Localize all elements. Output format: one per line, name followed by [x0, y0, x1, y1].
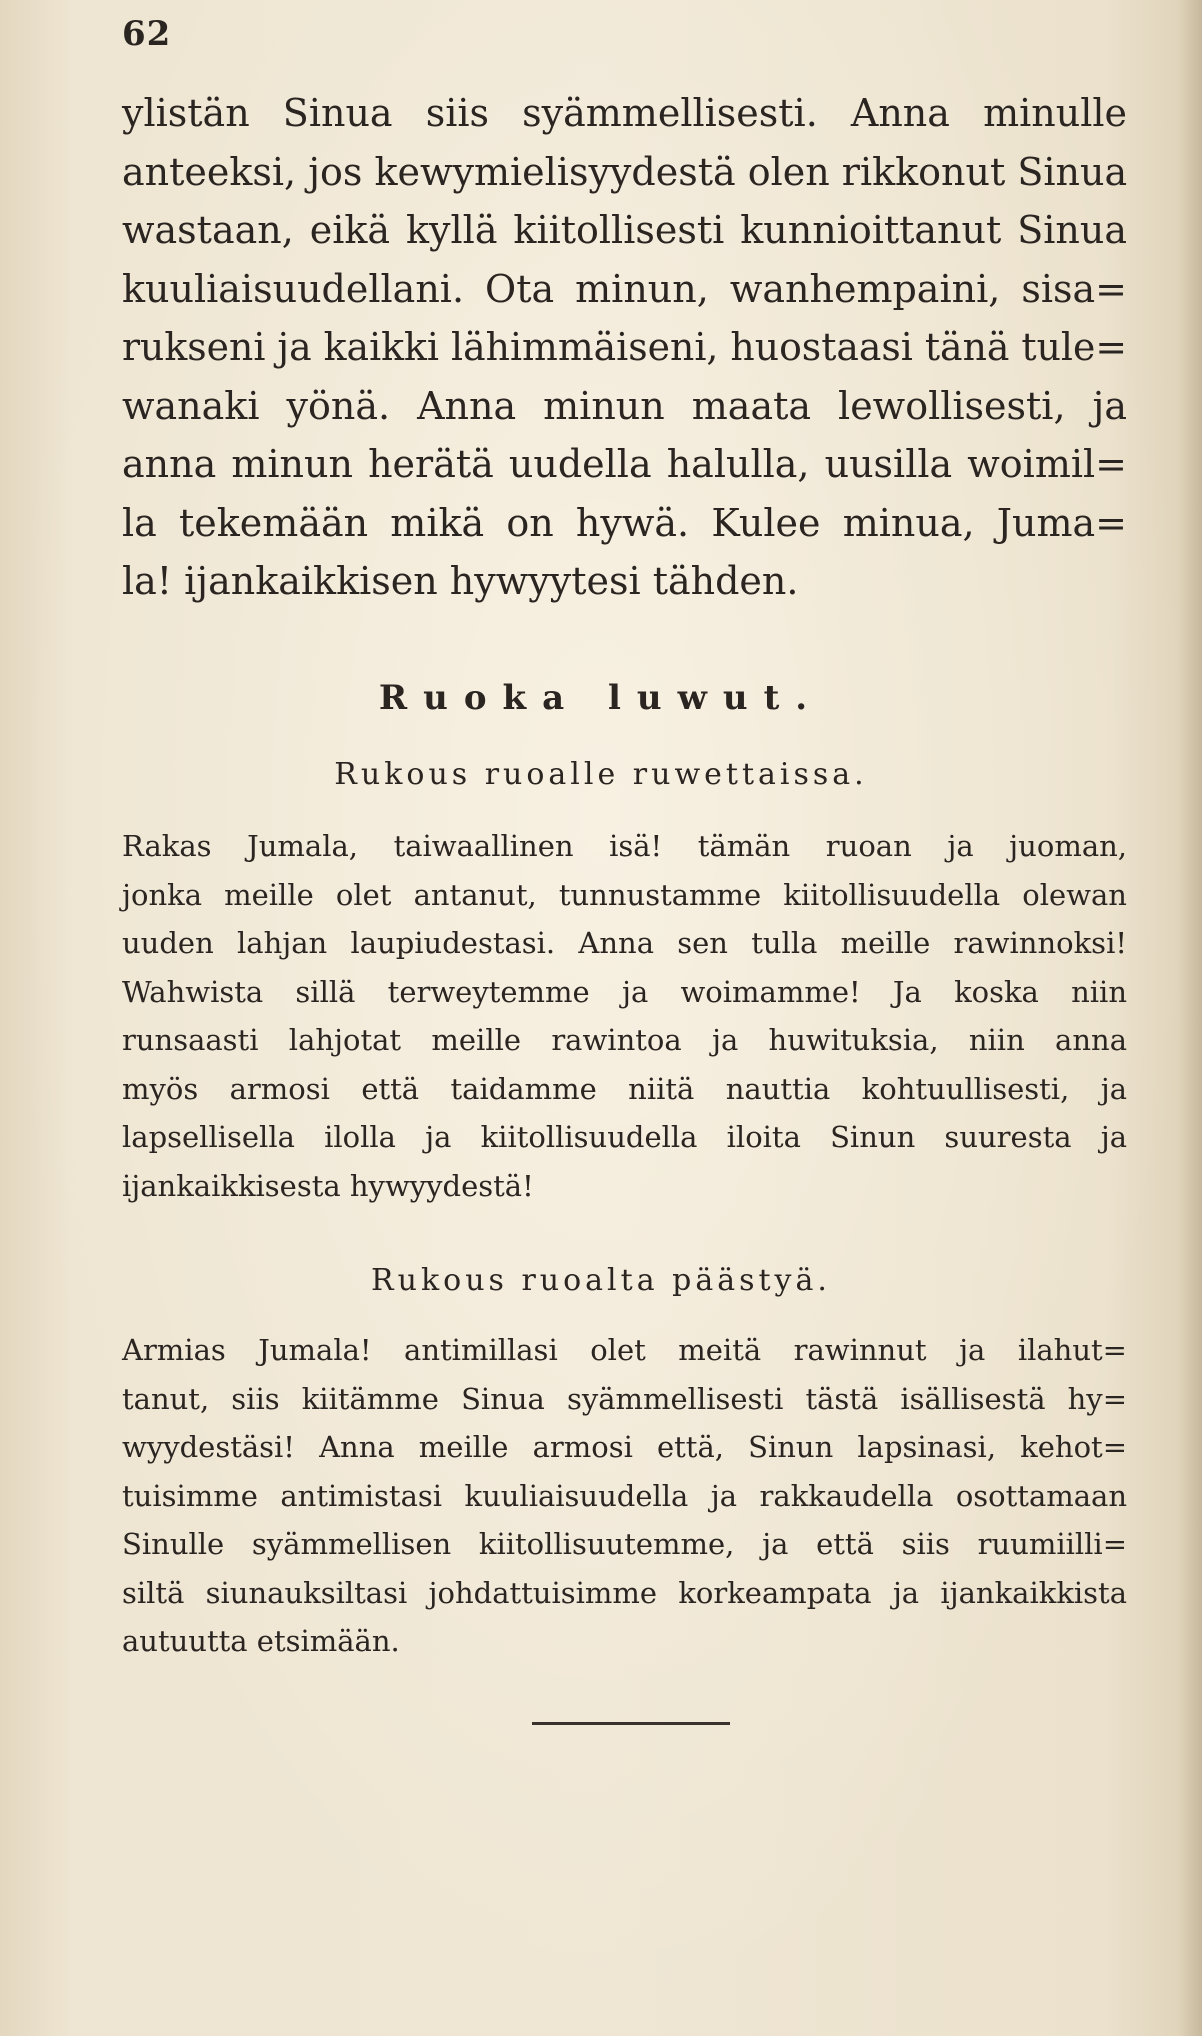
text-line: Wahwista sillä terweytemme ja woimamme! Ja koska niin: [122, 974, 1127, 1009]
text-line: rukseni ja kaikki lähimmäiseni, huostaasi tänä tule=: [122, 325, 1128, 369]
text-line: anteeksi, jos kewymielisyydestä olen rikkonut Sinua: [122, 149, 1128, 194]
section-heading: Ruoka luwut.: [378, 678, 824, 718]
text-line: runsaasti lahjotat meille rawintoa ja huwituksia, niin anna: [122, 1023, 1127, 1057]
prayer-after-meal-paragraph: [122, 1326, 1127, 1666]
prayer-before-meal-title: Rukous ruoalle ruwettaissa.: [334, 757, 868, 792]
text-line: uuden lahjan laupiudestasi. Anna sen tulla meille rawinnoksi!: [122, 926, 1127, 960]
text-line: kuuliaisuudellani. Ota minun, wanhempaini, sisa=: [122, 266, 1127, 311]
text-line: siltä siunauksiltasi johdattuisimme korkeampata ja ijankaikkista: [122, 1575, 1127, 1610]
text-line: wanaki yönä. Anna minun maata lewollisesti, ja: [122, 383, 1127, 428]
prayer-after-meal-title: Rukous ruoalta päästyä.: [371, 1263, 831, 1298]
text-line: wyydestäsi! Anna meille armosi että, Sinun lapsinasi, kehot=: [122, 1430, 1127, 1464]
text-line: la tekemään mikä on hywä. Kulee minua, Juma=: [122, 500, 1127, 545]
prayer-before-meal-paragraph: [122, 822, 1127, 1210]
text-line: tanut, siis kiitämme Sinua syämmellisesti tästä isällisestä hy=: [122, 1381, 1127, 1416]
text-line: tuisimme antimistasi kuuliaisuudella ja rakkaudella osottamaan: [122, 1478, 1127, 1513]
text-line: myös armosi että taidamme niitä nauttia kohtuullisesti, ja: [122, 1071, 1127, 1106]
text-line: autuutta etsimään.: [122, 1624, 400, 1658]
text-line: Rakas Jumala, taiwaallinen isä! tämän ruoan ja juoman,: [122, 829, 1127, 863]
text-line: Armias Jumala! antimillasi olet meitä rawinnut ja ilahut=: [122, 1333, 1127, 1367]
text-line: Sinulle syämmellisen kiitollisuutemme, ja että siis ruumiilli=: [122, 1527, 1127, 1561]
page-edge-shadow: [1178, 0, 1202, 2036]
text-line: lapsellisella ilolla ja kiitollisuudella iloita Sinun suuresta ja: [122, 1120, 1127, 1154]
text-line: anna minun herätä uudella halulla, uusilla woimil=: [122, 442, 1127, 486]
text-line: wastaan, eikä kyllä kiitollisesti kunnioittanut Sinua: [122, 208, 1127, 252]
main-prayer-paragraph: [122, 84, 1127, 611]
text-line: ylistän Sinua siis syämmellisesti. Anna minulle: [122, 91, 1127, 135]
section-divider-rule: [532, 1722, 730, 1725]
text-line: ijankaikkisesta hywyydestä!: [122, 1168, 534, 1203]
text-line: la! ijankaikkisen hywyytesi tähden.: [122, 559, 799, 603]
text-line: jonka meille olet antanut, tunnustamme kiitollisuudella olewan: [122, 877, 1127, 912]
page-number: 62: [122, 14, 172, 54]
